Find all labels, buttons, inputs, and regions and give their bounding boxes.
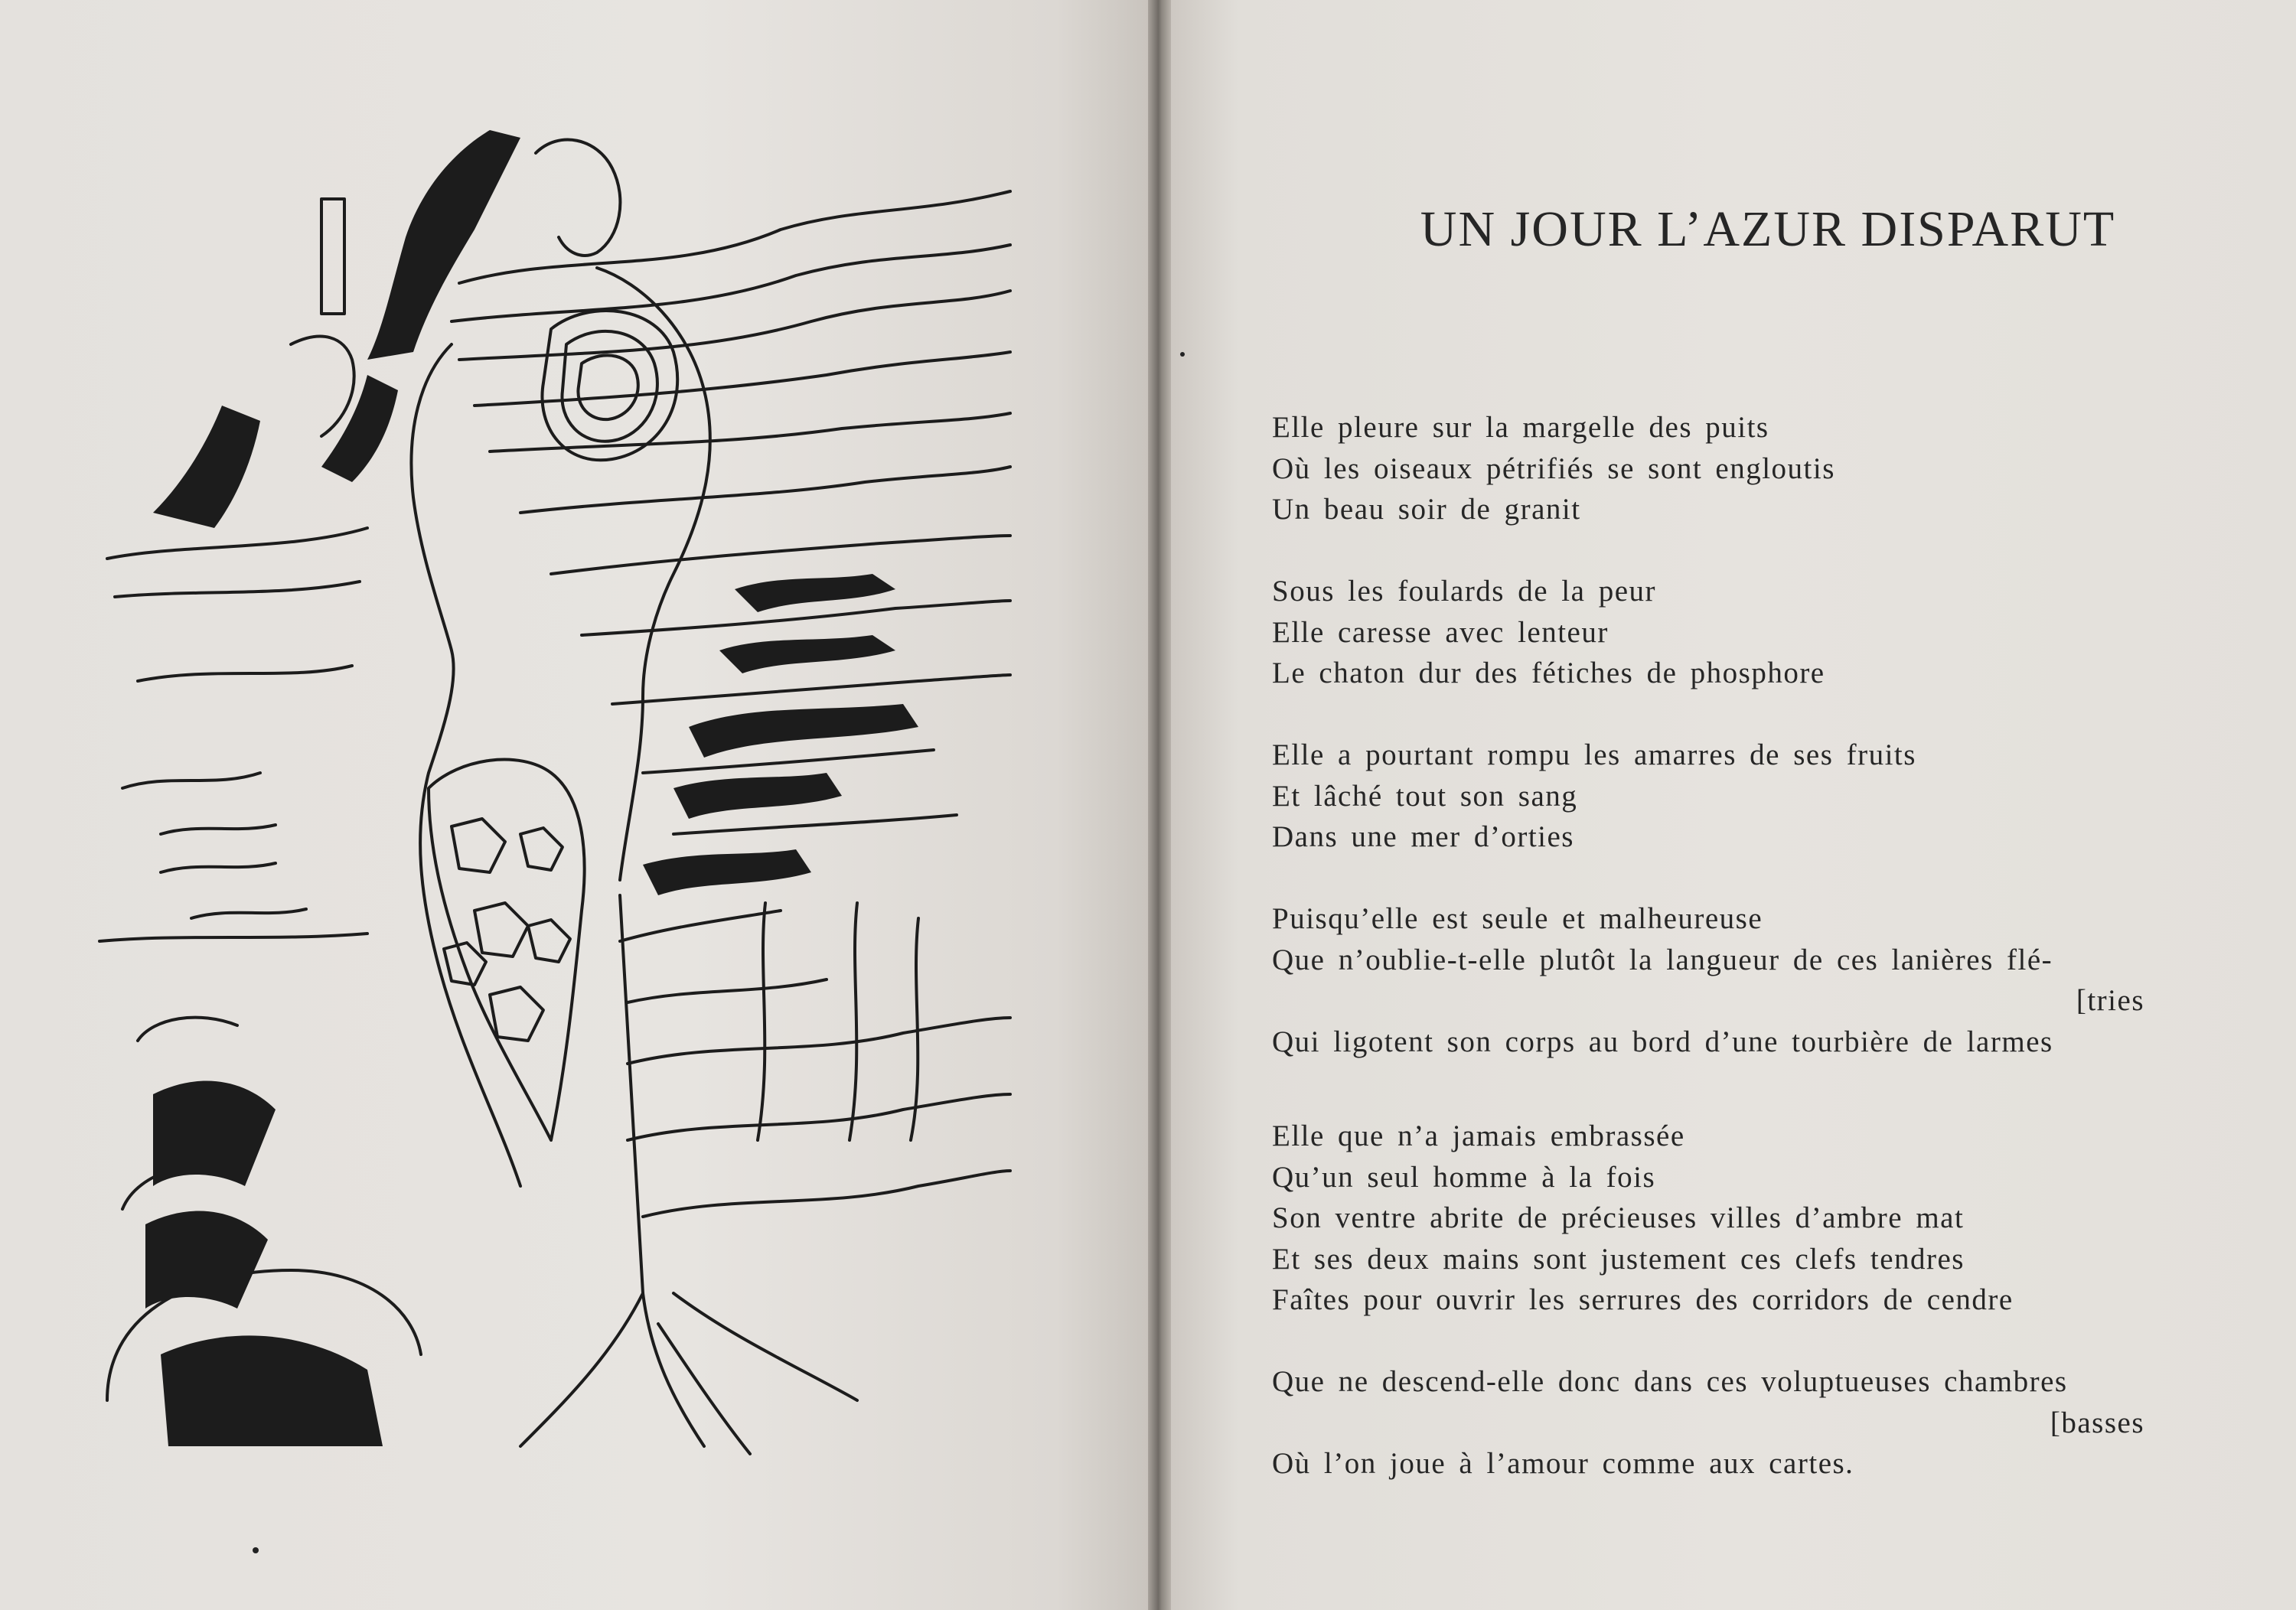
poem-line: Dans une mer d’orties bbox=[1272, 820, 1574, 853]
poem-line-continuation: [basses bbox=[2050, 1406, 2144, 1439]
poem-title: UN JOUR L’AZUR DISPARUT bbox=[1420, 201, 2116, 257]
stanza-break bbox=[1272, 858, 2144, 899]
poem-line: Puisqu’elle est seule et malheureuse bbox=[1272, 902, 1763, 935]
poem-body bbox=[1272, 407, 2144, 1485]
poem-line: Où l’on joue à l’amour comme aux cartes. bbox=[1272, 1447, 1854, 1480]
poem-line: Elle caresse avec lenteur bbox=[1272, 615, 1609, 649]
poem-line: Et ses deux mains sont justement ces clefs tendres bbox=[1272, 1242, 1965, 1276]
poem-line: Que ne descend-elle donc dans ces voluptueuses chambres bbox=[1272, 1365, 2068, 1398]
poem-line: Où les oiseaux pétrifiés se sont engloutis bbox=[1272, 451, 1835, 485]
right-page bbox=[1171, 0, 2296, 1610]
poem-line: Son ventre abrite de précieuses villes d’ambre mat bbox=[1272, 1201, 1965, 1234]
poem-line: Elle a pourtant rompu les amarres de ses fruits bbox=[1272, 738, 1916, 771]
stanza-break bbox=[1272, 1321, 2144, 1362]
stanza-break bbox=[1272, 1062, 2144, 1116]
poem-line-continuation: [tries bbox=[2076, 984, 2144, 1017]
poem-line: Que n’oublie-t-elle plutôt la langueur de ces lanières flé- bbox=[1272, 943, 2053, 976]
poem-line: Qu’un seul homme à la fois bbox=[1272, 1160, 1656, 1194]
poem-line: Et lâché tout son sang bbox=[1272, 779, 1578, 813]
poem-line: Elle que n’a jamais embrassée bbox=[1272, 1120, 1685, 1152]
poem-line: Un beau soir de granit bbox=[1272, 493, 1581, 526]
poem-line: Faîtes pour ouvrir les serrures des corridors de cendre bbox=[1272, 1283, 2014, 1316]
poem-line: Elle pleure sur la margelle des puits bbox=[1272, 411, 1769, 444]
stanza-break bbox=[1272, 694, 2144, 735]
poem-line: Sous les foulards de la peur bbox=[1272, 575, 1656, 608]
ink-speck bbox=[1180, 352, 1185, 357]
ink-speck bbox=[253, 1547, 259, 1553]
surreal-figure-illustration bbox=[92, 99, 1041, 1462]
stanza-break bbox=[1272, 530, 2144, 572]
poem-line: Qui ligotent son corps au bord d’une tourbière de larmes bbox=[1272, 1025, 2053, 1058]
poem-line: Le chaton dur des fétiches de phosphore bbox=[1272, 657, 1825, 689]
book-gutter bbox=[1148, 0, 1171, 1610]
